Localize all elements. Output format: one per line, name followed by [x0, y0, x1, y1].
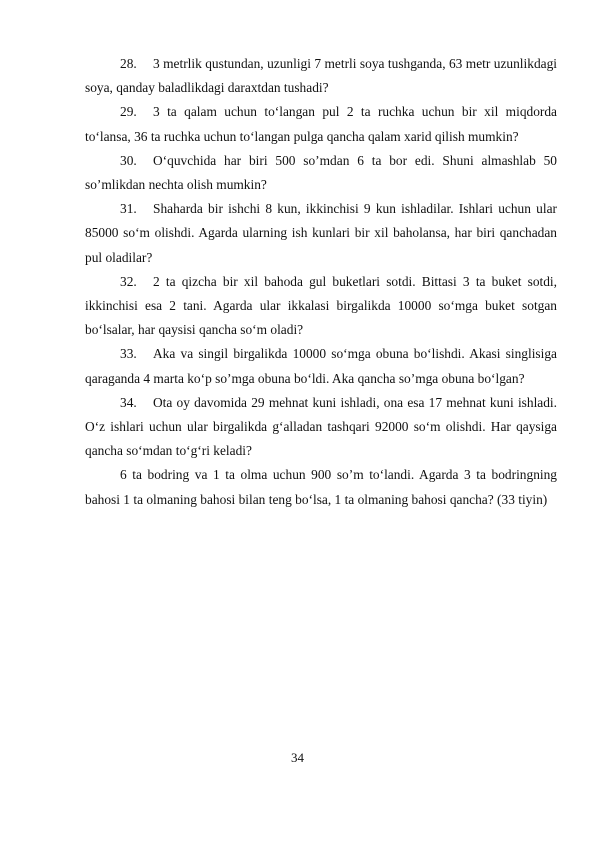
problem-32	[85, 270, 557, 343]
problem-28	[85, 52, 557, 100]
problem-text: O‘quvchida har biri 500 so’mdan 6 ta bor edi. Shuni almashlab 50 so’mlikdan nechta olish mumkin?	[85, 152, 557, 193]
page-number: 34	[291, 750, 304, 765]
problem-number: 32.	[120, 273, 137, 289]
problem-text: Shaharda bir ishchi 8 kun, ikkinchisi 9 kun ishladilar. Ishlari uchun ular 85000 so‘m olishdi. Agarda ularning ish kunlari bir xil baholansa, har biri qanchadan pul oladilar?	[85, 201, 557, 265]
problem-30	[85, 149, 557, 197]
problem-33	[85, 342, 557, 390]
problem-number: 31.	[120, 201, 137, 217]
problem-number: 33.	[120, 346, 137, 362]
problem-number: 28.	[120, 56, 137, 71]
problem-34	[85, 391, 557, 464]
document-body	[85, 52, 557, 512]
problem-text: Ota oy davomida 29 mehnat kuni ishladi, ona esa 17 mehnat kuni ishladi. O‘z ishlari uchun ular birgalikda g‘alladan tashqari 92000 so‘m olishdi. Har qaysiga qancha so‘mdan to‘g‘ri keladi?	[85, 394, 557, 459]
problem-number: 30.	[120, 152, 137, 168]
problem-number: 29.	[120, 104, 137, 120]
problem-text: Aka va singil birgalikda 10000 so‘mga obuna bo‘lishdi. Akasi singlisiga qaraganda 4 marta ko‘p so’mga obuna bo‘ldi. Aka qancha so’mga obuna bo‘lgan?	[85, 346, 557, 386]
problem-text: 3 metrlik qustundan, uzunligi 7 metrli soya tushganda, 63 metr uzunlikdagi soya, qanday baladlikdagi daraxtdan tushadi?	[85, 56, 557, 96]
extra-problem: 6 ta bodring va 1 ta olma uchun 900 so’m to‘landi. Agarda 3 ta bodringning bahosi 1 ta olmaning bahosi bilan teng bo‘lsa, 1 ta olmaning bahosi qancha? (33 tiyin)	[85, 467, 557, 507]
problem-text: 3 ta qalam uchun to‘langan pul 2 ta ruchka uchun bir xil miqdorda to‘lansa, 36 ta ruchka uchun to‘langan pulga qancha qalam xarid qilish mumkin?	[85, 104, 557, 144]
problem-31	[85, 197, 557, 270]
problem-text: 2 ta qizcha bir xil bahoda gul buketlari sotdi. Bittasi 3 ta buket sotdi, ikkinchisi esa 2 tani. Agarda ular ikkalasi birgalikda 10000 so‘mga buket sotgan bo‘lsalar, har qaysisi qancha so‘m oladi?	[85, 273, 557, 338]
problem-number: 34.	[120, 394, 137, 410]
problem-29	[85, 100, 557, 148]
